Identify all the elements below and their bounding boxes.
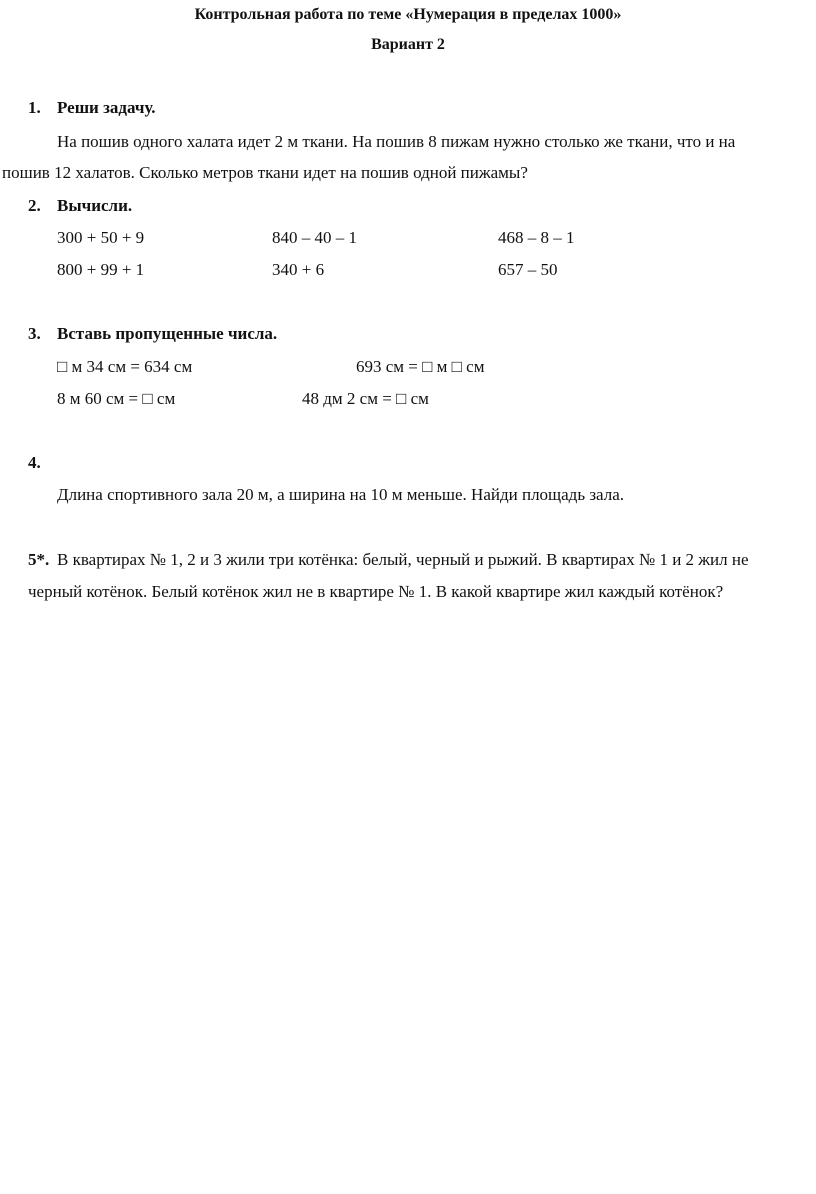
task3-equation: 8 м 60 см = □ см bbox=[57, 389, 176, 408]
task3-number: 3. bbox=[28, 324, 41, 343]
task2-expression: 840 – 40 – 1 bbox=[272, 228, 357, 247]
task2-heading: Вычисли. bbox=[57, 196, 133, 215]
task3-equation: □ м 34 см = 634 см bbox=[57, 357, 193, 376]
task2-expression: 300 + 50 + 9 bbox=[57, 228, 145, 247]
task2-expression: 468 – 8 – 1 bbox=[498, 228, 575, 247]
task4-text: Длина спортивного зала 20 м, а ширина на 10 м меньше. Найди площадь зала. bbox=[57, 485, 625, 504]
task1-number: 1. bbox=[28, 98, 41, 117]
task5-number: 5*. bbox=[28, 550, 50, 569]
task2-number: 2. bbox=[28, 196, 41, 215]
variant-label: Вариант 2 bbox=[371, 36, 445, 53]
task3-equation: 48 дм 2 см = □ см bbox=[302, 389, 429, 408]
document-title: Контрольная работа по теме «Нумерация в пределах 1000» bbox=[194, 6, 622, 23]
task2-expression: 800 + 99 + 1 bbox=[57, 260, 145, 279]
task5-text-line1: В квартирах № 1, 2 и 3 жили три котёнка: белый, черный и рыжий. В квартирах № 1 и 2 жил не bbox=[57, 550, 749, 569]
task2-expression: 657 – 50 bbox=[498, 260, 558, 279]
task5-text-line2: черный котёнок. Белый котёнок жил не в квартире № 1. В какой квартире жил каждый котёнок? bbox=[28, 582, 724, 601]
task1-heading: Реши задачу. bbox=[57, 98, 156, 117]
task3-heading: Вставь пропущенные числа. bbox=[57, 324, 278, 343]
task3-equation: 693 см = □ м □ см bbox=[356, 357, 485, 376]
task1-text-line2: пошив 12 халатов. Сколько метров ткани идет на пошив одной пижамы? bbox=[2, 163, 528, 182]
task1-text-line1: На пошив одного халата идет 2 м ткани. На пошив 8 пижам нужно столько же ткани, что и на bbox=[57, 132, 736, 151]
task4-number: 4. bbox=[28, 453, 41, 472]
task2-expression: 340 + 6 bbox=[272, 260, 325, 279]
